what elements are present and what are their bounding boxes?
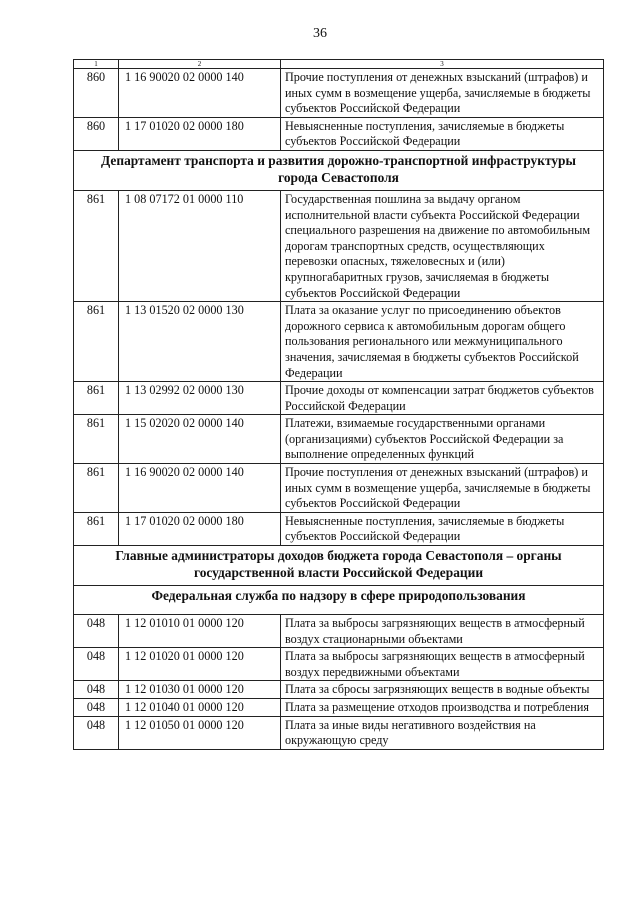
- table-row: [74, 512, 604, 545]
- revenue-code-cell: 1 13 01520 02 0000 130: [119, 302, 281, 382]
- admin-code-cell: 048: [74, 615, 119, 648]
- table-row: [74, 615, 604, 648]
- revenue-description-cell: Плата за размещение отходов производства и потребления: [281, 699, 604, 717]
- revenue-code-cell: 1 12 01030 01 0000 120: [119, 681, 281, 699]
- table-row: [74, 716, 604, 749]
- section-heading: Федеральная служба по надзору в сфере природопользования: [74, 586, 604, 615]
- revenue-code-cell: 1 12 01040 01 0000 120: [119, 699, 281, 717]
- header-col-1: 1: [74, 60, 119, 69]
- revenue-description-cell: Невыясненные поступления, зачисляемые в бюджеты субъектов Российской Федерации: [281, 117, 604, 150]
- admin-code-cell: 861: [74, 302, 119, 382]
- revenue-code-cell: 1 13 02992 02 0000 130: [119, 382, 281, 415]
- admin-code-cell: 048: [74, 648, 119, 681]
- admin-code-cell: 861: [74, 512, 119, 545]
- revenue-code-cell: 1 16 90020 02 0000 140: [119, 464, 281, 513]
- admin-code-cell: 048: [74, 716, 119, 749]
- table-row: [74, 302, 604, 382]
- revenue-code-cell: 1 16 90020 02 0000 140: [119, 69, 281, 118]
- table-body: [74, 60, 604, 750]
- revenue-description-cell: Невыясненные поступления, зачисляемые в бюджеты субъектов Российской Федерации: [281, 512, 604, 545]
- revenue-code-cell: 1 08 07172 01 0000 110: [119, 190, 281, 301]
- revenue-code-cell: 1 17 01020 02 0000 180: [119, 512, 281, 545]
- admin-code-cell: 860: [74, 69, 119, 118]
- column-number-header: [74, 60, 604, 69]
- revenue-description-cell: Плата за иные виды негативного воздействия на окружающую среду: [281, 716, 604, 749]
- revenue-description-cell: Прочие поступления от денежных взысканий (штрафов) и иных сумм в возмещение ущерба, зачисляемые в бюджеты субъектов Российской Федерации: [281, 464, 604, 513]
- revenue-description-cell: Государственная пошлина за выдачу органом исполнительной власти субъекта Российской Федерации специального разрешения на движение по автомобильным дорогам транспортных средств, осуществляющих перевозки опасных, тяжеловесных и (или) крупногабаритных грузов, зачисляемая в бюджеты субъектов Российской Федерации: [281, 190, 604, 301]
- table-row: [74, 464, 604, 513]
- revenue-code-cell: 1 15 02020 02 0000 140: [119, 415, 281, 464]
- table-row: [74, 117, 604, 150]
- revenue-description-cell: Плата за оказание услуг по присоединению объектов дорожного сервиса к автомобильным дорогам общего пользования регионального или межмуниципального значения, зачисляемая в бюджеты субъектов Российской Федерации: [281, 302, 604, 382]
- revenue-description-cell: Плата за выбросы загрязняющих веществ в атмосферный воздух стационарными объектами: [281, 615, 604, 648]
- section-heading: Департамент транспорта и развития дорожно-транспортной инфраструктуры города Севастополя: [74, 150, 604, 190]
- section-heading-row: [74, 586, 604, 615]
- revenue-code-cell: 1 17 01020 02 0000 180: [119, 117, 281, 150]
- admin-code-cell: 861: [74, 415, 119, 464]
- revenue-description-cell: Платежи, взимаемые государственными органами (организациями) субъектов Российской Федерации за выполнение определенных функций: [281, 415, 604, 464]
- section-heading: Главные администраторы доходов бюджета города Севастополя – органы государственной власти Российской Федерации: [74, 546, 604, 586]
- admin-code-cell: 861: [74, 190, 119, 301]
- section-heading-row: [74, 546, 604, 586]
- header-col-2: 2: [119, 60, 281, 69]
- revenue-description-cell: Плата за сбросы загрязняющих веществ в водные объекты: [281, 681, 604, 699]
- admin-code-cell: 861: [74, 464, 119, 513]
- admin-code-cell: 048: [74, 681, 119, 699]
- revenue-code-cell: 1 12 01020 01 0000 120: [119, 648, 281, 681]
- admin-code-cell: 861: [74, 382, 119, 415]
- table-row: [74, 415, 604, 464]
- revenue-code-cell: 1 12 01050 01 0000 120: [119, 716, 281, 749]
- table-row: [74, 382, 604, 415]
- table-row: [74, 699, 604, 717]
- page-number: 36: [313, 26, 327, 41]
- revenue-description-cell: Плата за выбросы загрязняющих веществ в атмосферный воздух передвижными объектами: [281, 648, 604, 681]
- table-row: [74, 648, 604, 681]
- table-row: [74, 190, 604, 301]
- revenue-admin-table: [73, 59, 604, 750]
- revenue-description-cell: Прочие доходы от компенсации затрат бюджетов субъектов Российской Федерации: [281, 382, 604, 415]
- admin-code-cell: 860: [74, 117, 119, 150]
- header-col-3: 3: [281, 60, 604, 69]
- admin-code-cell: 048: [74, 699, 119, 717]
- revenue-code-cell: 1 12 01010 01 0000 120: [119, 615, 281, 648]
- section-heading-row: [74, 150, 604, 190]
- table-row: [74, 681, 604, 699]
- table-row: [74, 69, 604, 118]
- revenue-description-cell: Прочие поступления от денежных взысканий (штрафов) и иных сумм в возмещение ущерба, зачисляемые в бюджеты субъектов Российской Федерации: [281, 69, 604, 118]
